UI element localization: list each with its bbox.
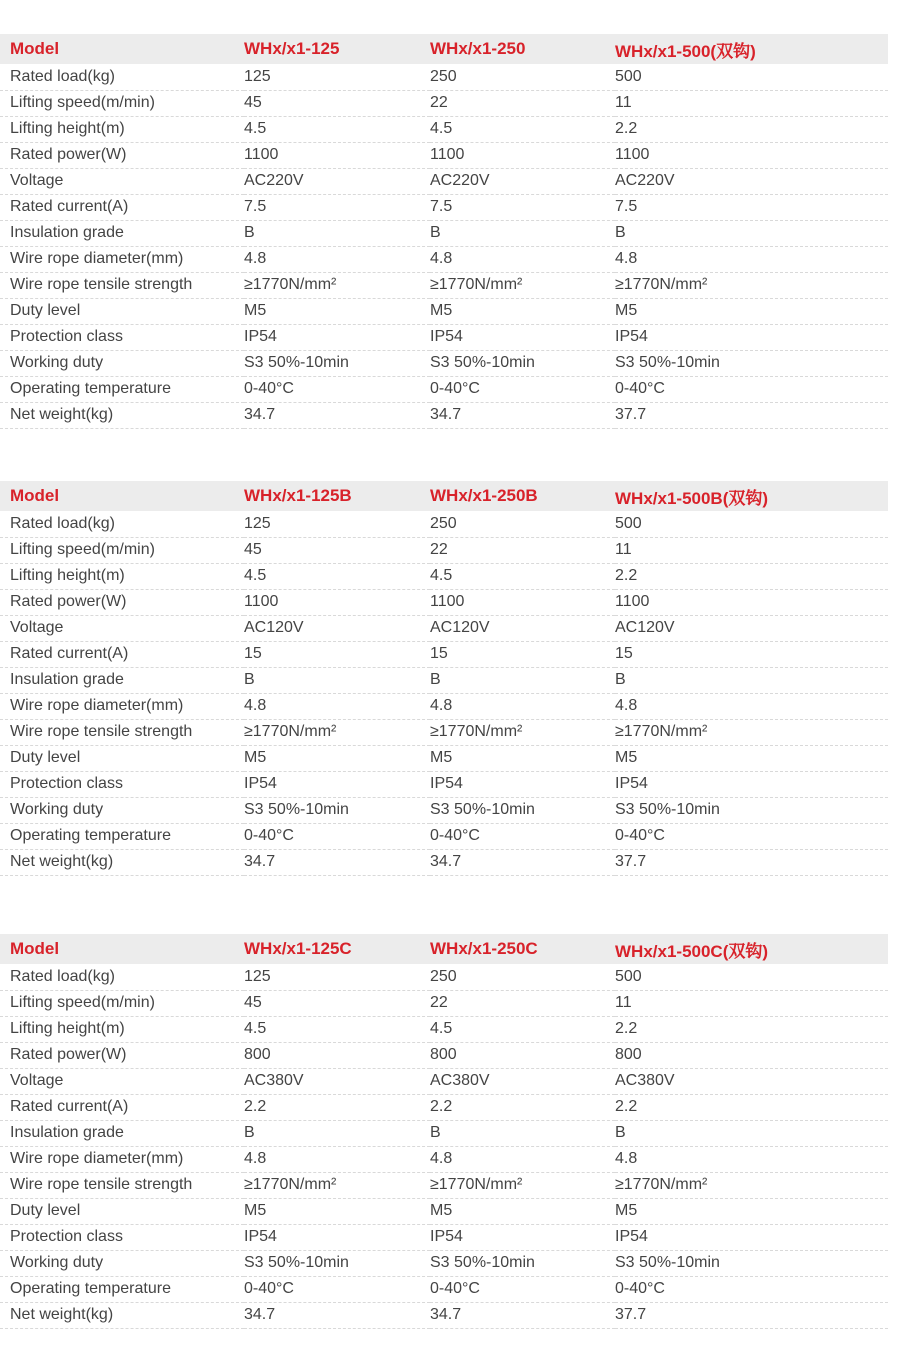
spec-value: 500 (615, 64, 888, 90)
header-row (0, 34, 888, 64)
spec-value: IP54 (244, 771, 430, 797)
spec-value: 250 (430, 964, 615, 990)
spec-value: 11 (615, 537, 888, 563)
spec-value: AC220V (244, 168, 430, 194)
spec-value: 4.5 (430, 563, 615, 589)
table-row (0, 298, 888, 324)
spec-value: ≥1770N/mm² (615, 719, 888, 745)
spec-value: 11 (615, 990, 888, 1016)
spec-value: 4.5 (430, 116, 615, 142)
spec-value: 125 (244, 64, 430, 90)
spec-label: Lifting speed(m/min) (0, 537, 244, 563)
spec-label: Duty level (0, 298, 244, 324)
spec-value: ≥1770N/mm² (244, 1172, 430, 1198)
spec-label: Lifting height(m) (0, 1016, 244, 1042)
table-row (0, 1172, 888, 1198)
spec-value: 7.5 (430, 194, 615, 220)
spec-value: 0-40°C (244, 376, 430, 402)
table-row (0, 849, 888, 875)
spec-value: 4.8 (244, 246, 430, 272)
spec-value: AC120V (615, 615, 888, 641)
column-header-model: WHx/x1-125C (244, 934, 430, 964)
spec-value: IP54 (430, 771, 615, 797)
spec-value: 2.2 (244, 1094, 430, 1120)
spec-value: 4.5 (244, 1016, 430, 1042)
spec-value: 2.2 (430, 1094, 615, 1120)
spec-value: 0-40°C (615, 376, 888, 402)
spec-table-2 (0, 481, 888, 876)
spec-value: 22 (430, 537, 615, 563)
spec-label: Insulation grade (0, 667, 244, 693)
spec-value: B (615, 667, 888, 693)
spec-value: 4.8 (430, 693, 615, 719)
spec-value: M5 (430, 1198, 615, 1224)
spec-value: ≥1770N/mm² (430, 1172, 615, 1198)
table-row (0, 1224, 888, 1250)
column-header-model: WHx/x1-500C(双钩) (615, 934, 888, 964)
spec-value: S3 50%-10min (244, 1250, 430, 1276)
table-row (0, 402, 888, 428)
spec-value: 7.5 (615, 194, 888, 220)
table-row (0, 1198, 888, 1224)
table-row (0, 246, 888, 272)
table-row (0, 1068, 888, 1094)
spec-label: Voltage (0, 168, 244, 194)
table-row (0, 324, 888, 350)
spec-value: ≥1770N/mm² (430, 719, 615, 745)
spec-label: Lifting height(m) (0, 116, 244, 142)
table-row (0, 745, 888, 771)
spec-label: Rated current(A) (0, 641, 244, 667)
spec-value: 1100 (430, 589, 615, 615)
spec-label: Rated load(kg) (0, 64, 244, 90)
spec-label: Working duty (0, 797, 244, 823)
spec-value: 4.8 (615, 1146, 888, 1172)
spec-value: AC380V (244, 1068, 430, 1094)
spec-label: Wire rope diameter(mm) (0, 246, 244, 272)
spec-value: 800 (430, 1042, 615, 1068)
spec-label: Wire rope tensile strength (0, 719, 244, 745)
header-row (0, 934, 888, 964)
spec-value: 7.5 (244, 194, 430, 220)
spec-label: Net weight(kg) (0, 1302, 244, 1328)
column-header-model: WHx/x1-125 (244, 34, 430, 64)
spec-value: S3 50%-10min (430, 1250, 615, 1276)
spec-label: Rated current(A) (0, 1094, 244, 1120)
table-row (0, 1120, 888, 1146)
spec-value: 45 (244, 990, 430, 1016)
spec-label: Rated load(kg) (0, 511, 244, 537)
spec-value: 250 (430, 64, 615, 90)
spec-value: AC380V (430, 1068, 615, 1094)
spec-value: IP54 (430, 1224, 615, 1250)
spec-value: 45 (244, 537, 430, 563)
table-row (0, 823, 888, 849)
spec-value: M5 (244, 745, 430, 771)
spec-value: 0-40°C (430, 1276, 615, 1302)
header-row (0, 481, 888, 511)
table-row (0, 667, 888, 693)
spec-value: 34.7 (244, 402, 430, 428)
table-row (0, 1146, 888, 1172)
spec-value: 1100 (615, 142, 888, 168)
spec-value: M5 (244, 1198, 430, 1224)
table-row (0, 168, 888, 194)
spec-value: 1100 (244, 589, 430, 615)
column-header-model: WHx/x1-500B(双钩) (615, 481, 888, 511)
spec-value: B (430, 1120, 615, 1146)
spec-value: IP54 (615, 1224, 888, 1250)
spec-value: S3 50%-10min (615, 350, 888, 376)
spec-value: 4.5 (244, 563, 430, 589)
column-header-label: Model (0, 34, 244, 64)
spec-value: 500 (615, 964, 888, 990)
spec-value: 22 (430, 90, 615, 116)
spec-value: 4.8 (615, 246, 888, 272)
spec-value: 1100 (430, 142, 615, 168)
table-row (0, 1042, 888, 1068)
spec-value: 0-40°C (244, 1276, 430, 1302)
spec-value: M5 (430, 745, 615, 771)
spec-value: 250 (430, 511, 615, 537)
spec-value: 4.8 (615, 693, 888, 719)
column-header-model: WHx/x1-250C (430, 934, 615, 964)
spec-value: S3 50%-10min (615, 797, 888, 823)
spec-label: Operating temperature (0, 823, 244, 849)
column-header-model: WHx/x1-500(双钩) (615, 34, 888, 64)
spec-value: 2.2 (615, 1094, 888, 1120)
table-row (0, 693, 888, 719)
spec-label: Rated current(A) (0, 194, 244, 220)
spec-label: Net weight(kg) (0, 402, 244, 428)
spec-value: 4.8 (244, 693, 430, 719)
spec-value: 1100 (244, 142, 430, 168)
spec-value: 34.7 (430, 402, 615, 428)
spec-value: 15 (244, 641, 430, 667)
spec-label: Protection class (0, 1224, 244, 1250)
spec-value: S3 50%-10min (615, 1250, 888, 1276)
table-row (0, 771, 888, 797)
spec-value: 37.7 (615, 402, 888, 428)
spec-value: 0-40°C (615, 1276, 888, 1302)
table-row (0, 272, 888, 298)
spec-value: 500 (615, 511, 888, 537)
spec-value: M5 (615, 1198, 888, 1224)
table-row (0, 589, 888, 615)
spec-label: Rated power(W) (0, 1042, 244, 1068)
table-row (0, 719, 888, 745)
spec-value: ≥1770N/mm² (244, 719, 430, 745)
spec-label: Rated power(W) (0, 589, 244, 615)
spec-value: S3 50%-10min (430, 797, 615, 823)
spec-value: 125 (244, 964, 430, 990)
spec-label: Rated load(kg) (0, 964, 244, 990)
column-header-label: Model (0, 934, 244, 964)
column-header-label: Model (0, 481, 244, 511)
table-row (0, 90, 888, 116)
spec-value: IP54 (244, 1224, 430, 1250)
column-header-model: WHx/x1-250B (430, 481, 615, 511)
spec-value: B (615, 1120, 888, 1146)
spec-value: 4.8 (430, 246, 615, 272)
spec-value: ≥1770N/mm² (430, 272, 615, 298)
spec-label: Operating temperature (0, 1276, 244, 1302)
spec-value: 11 (615, 90, 888, 116)
table-row (0, 1302, 888, 1328)
spec-value: 2.2 (615, 116, 888, 142)
table-row (0, 142, 888, 168)
spec-value: AC380V (615, 1068, 888, 1094)
spec-value: AC220V (430, 168, 615, 194)
spec-value: 34.7 (244, 1302, 430, 1328)
spec-label: Insulation grade (0, 220, 244, 246)
spec-table-1 (0, 34, 888, 429)
spec-value: S3 50%-10min (244, 350, 430, 376)
spec-value: M5 (430, 298, 615, 324)
spec-label: Wire rope diameter(mm) (0, 1146, 244, 1172)
table-row (0, 511, 888, 537)
spec-value: 0-40°C (430, 376, 615, 402)
spec-value: IP54 (615, 324, 888, 350)
spec-value: S3 50%-10min (430, 350, 615, 376)
spec-value: AC220V (615, 168, 888, 194)
spec-value: 0-40°C (430, 823, 615, 849)
spec-value: 37.7 (615, 1302, 888, 1328)
spec-label: Voltage (0, 615, 244, 641)
spec-value: 1100 (615, 589, 888, 615)
spec-value: 45 (244, 90, 430, 116)
table-row (0, 537, 888, 563)
spec-value: 34.7 (244, 849, 430, 875)
table-row (0, 116, 888, 142)
spec-label: Wire rope tensile strength (0, 1172, 244, 1198)
spec-value: B (615, 220, 888, 246)
spec-label: Voltage (0, 1068, 244, 1094)
spec-value: B (430, 667, 615, 693)
spec-value: 2.2 (615, 563, 888, 589)
spec-value: AC120V (244, 615, 430, 641)
spec-value: ≥1770N/mm² (244, 272, 430, 298)
spec-value: M5 (615, 745, 888, 771)
spec-value: 125 (244, 511, 430, 537)
table-row (0, 194, 888, 220)
spec-value: 34.7 (430, 1302, 615, 1328)
column-header-model: WHx/x1-250 (430, 34, 615, 64)
spec-label: Protection class (0, 771, 244, 797)
spec-value: B (244, 1120, 430, 1146)
spec-value: 800 (615, 1042, 888, 1068)
spec-value: ≥1770N/mm² (615, 1172, 888, 1198)
table-row (0, 376, 888, 402)
spec-label: Lifting speed(m/min) (0, 90, 244, 116)
spec-value: 4.5 (244, 116, 430, 142)
spec-label: Insulation grade (0, 1120, 244, 1146)
spec-value: 34.7 (430, 849, 615, 875)
table-row (0, 964, 888, 990)
spec-value: IP54 (615, 771, 888, 797)
spec-label: Working duty (0, 1250, 244, 1276)
spec-label: Net weight(kg) (0, 849, 244, 875)
spec-value: AC120V (430, 615, 615, 641)
table-row (0, 350, 888, 376)
spec-value: M5 (244, 298, 430, 324)
spec-value: 0-40°C (244, 823, 430, 849)
spec-value: M5 (615, 298, 888, 324)
spec-label: Duty level (0, 1198, 244, 1224)
spec-label: Operating temperature (0, 376, 244, 402)
table-row (0, 1250, 888, 1276)
table-row (0, 1016, 888, 1042)
spec-value: 4.5 (430, 1016, 615, 1042)
table-row (0, 615, 888, 641)
spec-value: 22 (430, 990, 615, 1016)
column-header-model: WHx/x1-125B (244, 481, 430, 511)
spec-label: Wire rope tensile strength (0, 272, 244, 298)
spec-label: Protection class (0, 324, 244, 350)
spec-value: B (430, 220, 615, 246)
table-row (0, 797, 888, 823)
table-row (0, 1094, 888, 1120)
spec-label: Lifting height(m) (0, 563, 244, 589)
spec-value: 15 (430, 641, 615, 667)
spec-value: S3 50%-10min (244, 797, 430, 823)
spec-value: B (244, 667, 430, 693)
spec-label: Working duty (0, 350, 244, 376)
spec-value: 2.2 (615, 1016, 888, 1042)
table-row (0, 220, 888, 246)
table-row (0, 990, 888, 1016)
table-row (0, 563, 888, 589)
spec-label: Rated power(W) (0, 142, 244, 168)
spec-label: Wire rope diameter(mm) (0, 693, 244, 719)
spec-value: 37.7 (615, 849, 888, 875)
spec-value: 4.8 (430, 1146, 615, 1172)
table-row (0, 1276, 888, 1302)
spec-value: 0-40°C (615, 823, 888, 849)
spec-value: ≥1770N/mm² (615, 272, 888, 298)
spec-value: IP54 (430, 324, 615, 350)
spec-label: Lifting speed(m/min) (0, 990, 244, 1016)
spec-value: IP54 (244, 324, 430, 350)
table-row (0, 641, 888, 667)
spec-value: B (244, 220, 430, 246)
table-row (0, 64, 888, 90)
spec-value: 4.8 (244, 1146, 430, 1172)
spec-table-3 (0, 934, 888, 1329)
spec-label: Duty level (0, 745, 244, 771)
spec-value: 15 (615, 641, 888, 667)
spec-value: 800 (244, 1042, 430, 1068)
